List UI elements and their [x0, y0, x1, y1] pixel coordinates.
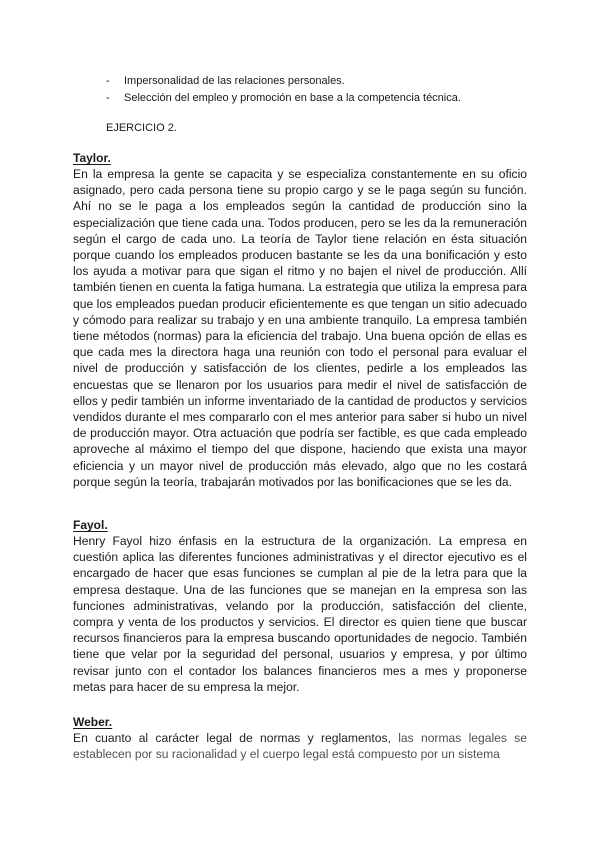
bullet-marker: - [106, 92, 110, 104]
section-body: En la empresa la gente se capacita y se especializa constantemente en su oficio asignado, pero cada persona tiene su propio cargo y se le paga según su función. Ahí no se le paga a los empleados según la cantidad de producción sino la especialización que tiene cada una. Todos producen, pero se les da la remuneración según el cargo de cada uno. La teoría de Taylor tiene relación en ésta situación porque cuando los empleados producen bastante se les da una bonificación y esto los ayuda a motivar para que sigan el ritmo y no bajen el nivel de producción. Allí también tienen en cuenta la fatiga humana. La estrategia que utiliza la empresa para que los empleados puedan producir eficientemente es que tengan un sitio adecuado y cómodo para realizar su trabajo y en una ambiente tranquilo. La empresa también tiene métodos (normas) para la eficiencia del trabajo. Una buena opción de ellas es que cada mes la directora haga una reunión con todo el personal para evaluar el nivel de producción y satisfacción de los clientes, pedirle a los empleados las encuestas que se llenaron por los usuarios para medir el nivel de satisfacción de ellos y pedir también un informe inventariado de la cantidad de productos y servicios vendidos durante el mes compararlo con el mes anterior para saber si hubo un nivel de producción mayor. Otra actuación que podría ser factible, es que cada empleado aproveche al máximo el tiempo del que dispone, haciendo que exista una mayor eficiencia y un mayor nivel de producción más elevado, algo que no les costará porque según la teoría, trabajarán motivados por las bonificaciones que se les da. [73, 167, 527, 489]
section-body [73, 730, 527, 762]
body-text: En cuanto al carácter legal de normas y reglamentos, [73, 731, 399, 745]
section-weber [73, 715, 527, 762]
section-taylor [73, 151, 527, 490]
section-body: Henry Fayol hizo énfasis en la estructura de la organización. La empresa en cuestión aplica las diferentes funciones administrativas y el director ejecutivo es el encargado de hacer que esas funciones se cumplan al pie de la letra para que la empresa destaque. Una de las funciones que se manejan en la empresa son las funciones administrativas, velando por la producción, satisfacción del cliente, compra y venta de los productos y servicios. El director es quien tiene que buscar recursos financieros para la empresa buscando oportunidades de negocio. También tiene que velar por la seguridad del personal, usuarios y empresa, y por último revisar junto con el contador los balances financieros mes a mes y proponerse metas para hacer de su empresa la mejor. [73, 534, 527, 694]
list-item [106, 73, 546, 90]
bullet-list [106, 73, 546, 107]
list-item [106, 90, 546, 107]
section-fayol [73, 518, 527, 695]
exercise-heading: EJERCICIO 2. [106, 122, 177, 134]
body-text-faded: las normas legales se establecen por su racionalidad y el cuerpo legal está compuesto por un sistema [73, 731, 527, 762]
section-heading: Fayol. [73, 518, 108, 532]
bullet-text: Impersonalidad de las relaciones personales. [124, 75, 345, 87]
section-heading: Taylor. [73, 151, 111, 165]
section-heading: Weber. [73, 715, 113, 729]
bullet-marker: - [106, 75, 110, 87]
bullet-text: Selección del empleo y promoción en base a la competencia técnica. [124, 92, 461, 104]
